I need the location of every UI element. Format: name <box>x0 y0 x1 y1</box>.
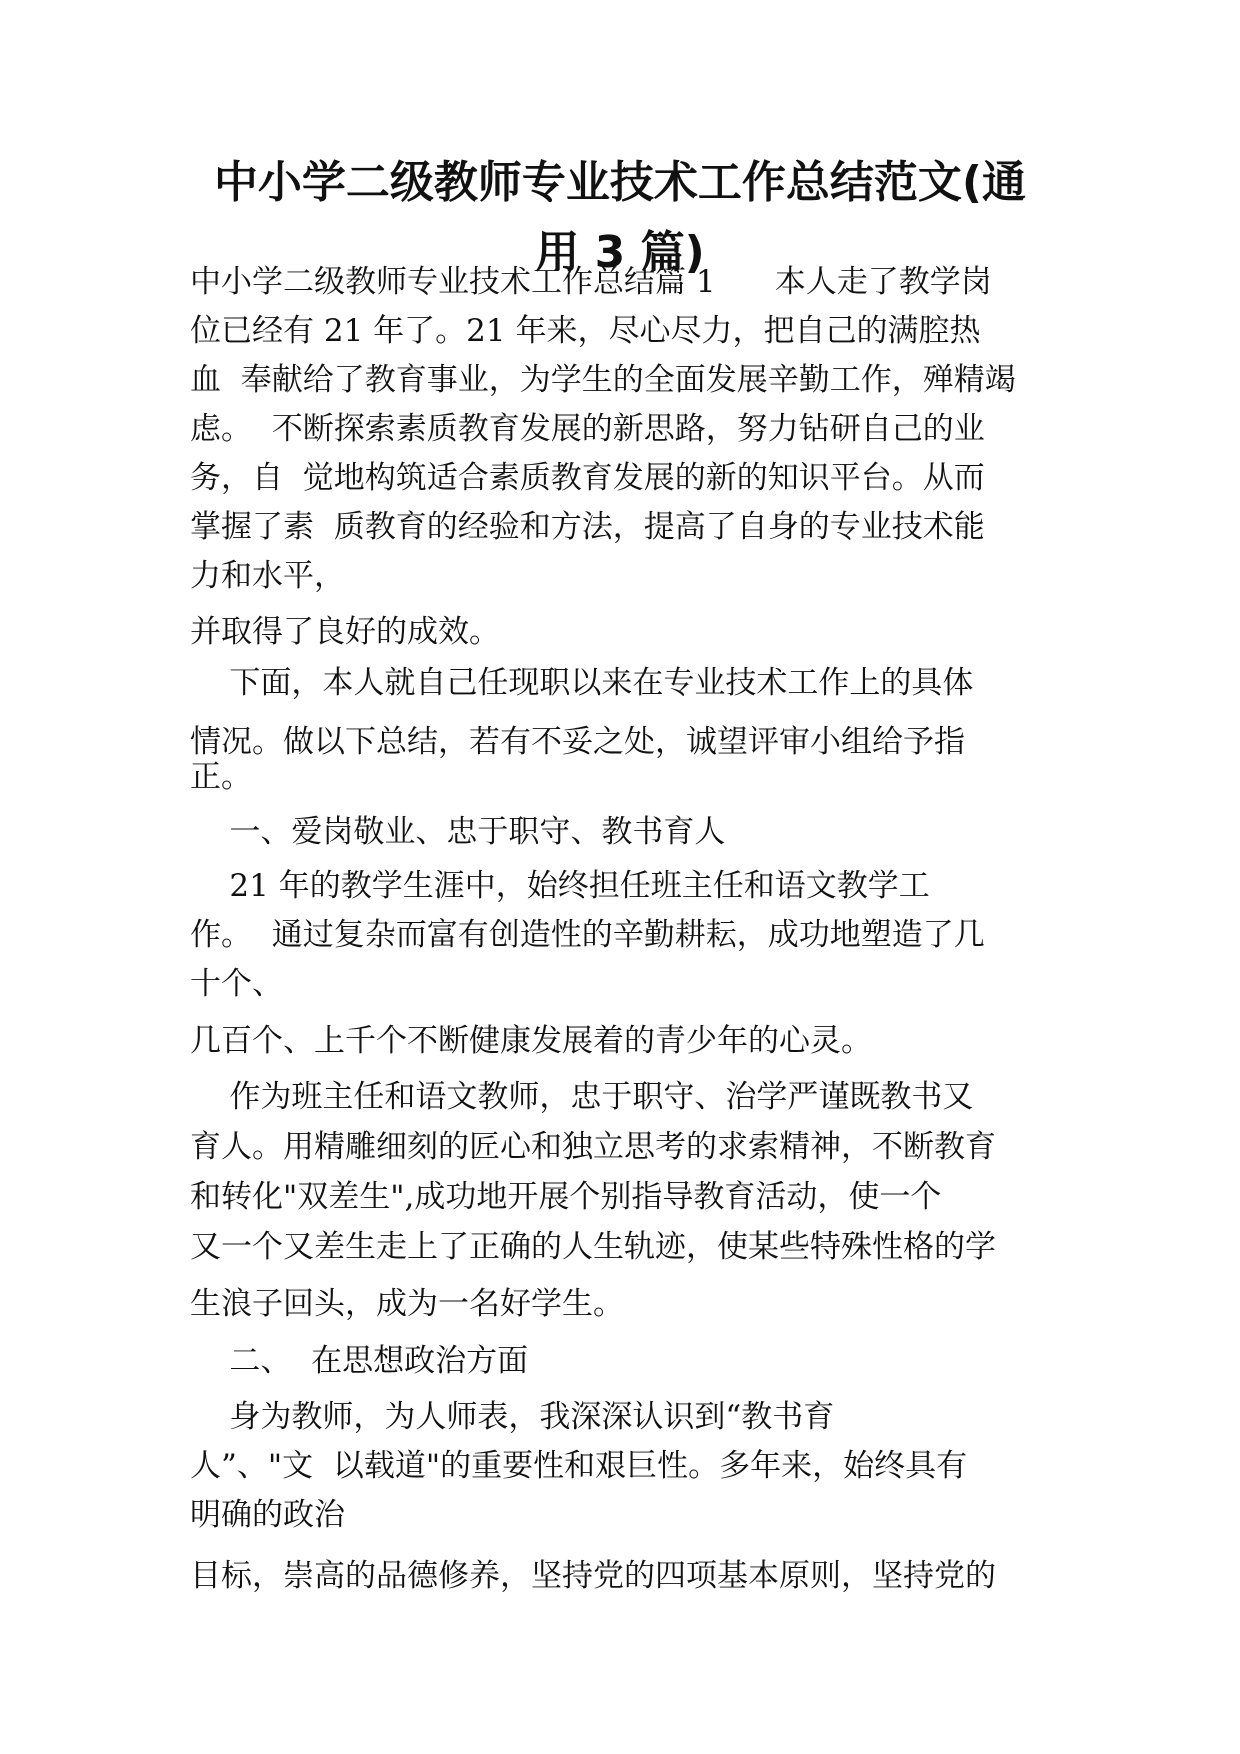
text-line: 目标，崇高的品德修养，坚持党的四项基本原则，坚持党的 <box>190 1558 996 1594</box>
text-line: 务，自 觉地构筑适合素质教育发展的新的知识平台。从而 <box>190 460 985 496</box>
text-line: 身为教师，为人师表，我深深认识到“教书育 <box>190 1399 835 1435</box>
section-heading: 二、 在思想政治方面 <box>190 1343 529 1379</box>
text-line: 力和水平， <box>190 558 345 594</box>
text-line: 21 年的教学生涯中，始终担任班主任和语文教学工 <box>190 868 930 904</box>
title-line-2: 用 3 篇) <box>535 227 705 278</box>
text-line: 血 奉献给了教育事业，为学生的全面发展辛勤工作，殚精竭 <box>190 362 1016 398</box>
text-line: 几百个、上千个不断健康发展着的青少年的心灵。 <box>190 1023 872 1059</box>
text-line: 作为班主任和语文教师，忠于职守、治学严谨既教书又 <box>190 1079 974 1115</box>
text-line: 十个、 <box>190 966 283 1002</box>
text-line: 作。 通过复杂而富有创造性的辛勤耕耘，成功地塑造了几 <box>190 917 985 953</box>
text-line: 中小学二级教师专业技术工作总结篇 1 本人走了教学岗 <box>190 264 992 300</box>
text-line: 虑。 不断探索素质教育发展的新思路，努力钻研自己的业 <box>190 411 985 447</box>
text-line: 明确的政治 <box>190 1497 345 1533</box>
text-line: 生浪子回头，成为一名好学生。 <box>190 1286 624 1322</box>
title-line-1: 中小学二级教师专业技术工作总结范文(通 <box>213 157 1027 208</box>
text-line: 和转化"双差生",成功地开展个别指导教育活动，使一个 <box>190 1179 942 1215</box>
text-line: 又一个又差生走上了正确的人生轨迹，使某些特殊性格的学 <box>190 1229 996 1265</box>
text-line: 掌握了素 质教育的经验和方法，提高了自身的专业技术能 <box>190 509 985 545</box>
text-line: 育人。用精雕细刻的匠心和独立思考的求索精神，不断教育 <box>190 1129 996 1165</box>
text-line: 并取得了良好的成效。 <box>190 614 500 650</box>
text-line: 正。 <box>190 759 252 795</box>
section-heading: 一、爱岗敬业、忠于职守、教书育人 <box>190 814 726 850</box>
text-line: 位已经有 21 年了。21 年来，尽心尽力，把自己的满腔热 <box>190 313 981 349</box>
text-line: 情况。做以下总结，若有不妥之处，诚望评审小组给予指 <box>190 724 965 760</box>
text-line: 人”、"文 以载道"的重要性和艰巨性。多年来，始终具有 <box>190 1448 968 1484</box>
text-line: 下面，本人就自己任现职以来在专业技术工作上的具体 <box>190 665 974 701</box>
